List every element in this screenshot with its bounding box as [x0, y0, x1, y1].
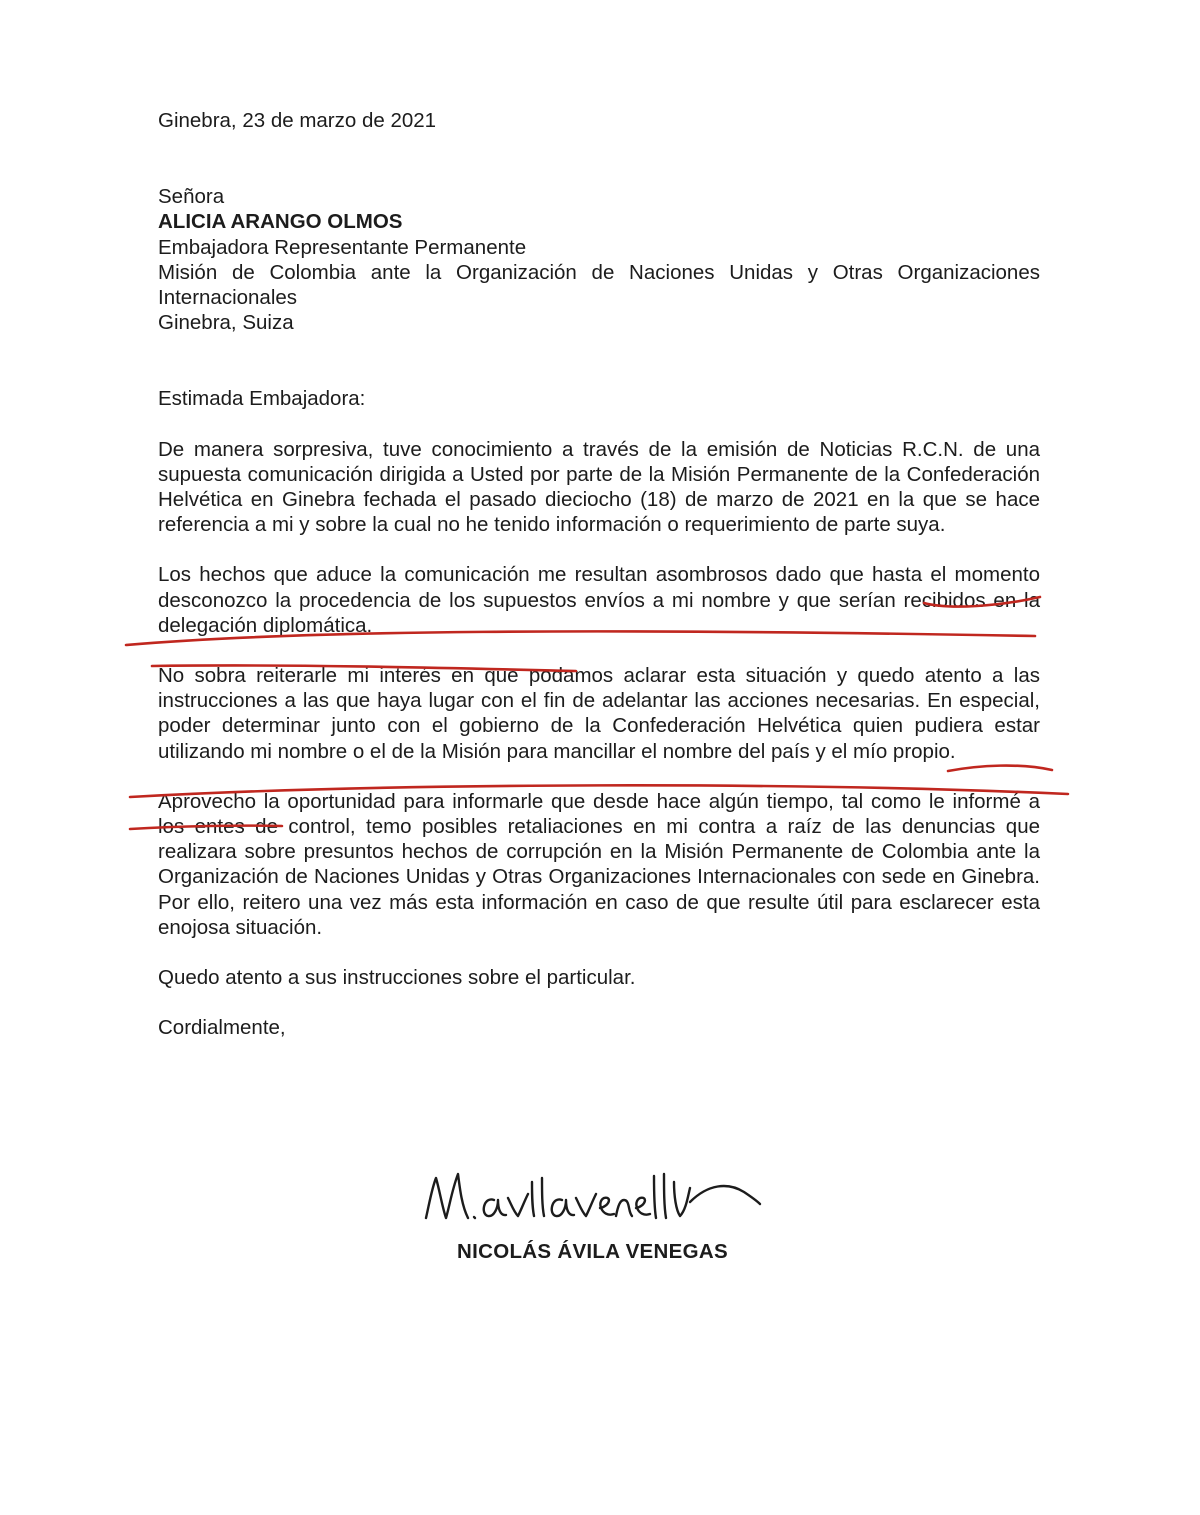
recipient-city: Ginebra, Suiza: [158, 311, 294, 335]
paragraph-4: Aprovecho la oportunidad para informarle que desde hace algún tiempo, tal como le informé a los entes de control, temo posibles retaliaciones en mi contra a raíz de las denuncias que realizara sobre presuntos hechos de corrupción en la Misión Permanente de Colombia ante la Organización de Naciones Unidas y Otras Organizaciones Internacionales con sede en Ginebra. Por ello, reitero una vez más esta información en caso de que resulte útil para esclarecer esta enojosa situación.: [158, 789, 1040, 939]
recipient-name: ALICIA ARANGO OLMOS: [158, 210, 403, 234]
paragraph-2: Los hechos que aduce la comunicación me resultan asombrosos dado que hasta el momento desconozco la procedencia de los supuestos envíos a mi nombre y que serían recibidos en la delegación diplomática.: [158, 563, 1040, 637]
recipient-block: [158, 184, 1040, 335]
greeting: Estimada Embajadora:: [158, 387, 366, 411]
paragraph-3: No sobra reiterarle mi interés en que podamos aclarar esta situación y quedo atento a las instrucciones a las que haya lugar con el fin de adelantar las acciones necesarias. En especial, poder determinar junto con el gobierno de la Confederación Helvética quien pudiera estar utilizando mi nombre o el de la Misión para mancillar el nombre del país y el mío propio.: [158, 664, 1040, 763]
recipient-title: Señora: [158, 185, 225, 209]
letter-body: [158, 108, 1040, 1040]
handwritten-signature: [418, 1160, 763, 1232]
paragraph-1: De manera sorpresiva, tuve conocimiento a través de la emisión de Noticias R.C.N. de una supuesta comunicación dirigida a Usted por parte de la Misión Permanente de la Confederación Helvética en Ginebra fechada el pasado dieciocho (18) de marzo de 2021 en la que se hace referencia a mi y sobre la cual no he tenido información o requerimiento de parte suya.: [158, 437, 1040, 537]
letter-date: Ginebra, 23 de marzo de 2021: [158, 109, 437, 132]
signer-name: NICOLÁS ÁVILA VENEGAS: [457, 1240, 728, 1263]
recipient-position: Embajadora Representante Permanente: [158, 235, 527, 259]
recipient-organization-line-2: Internacionales: [158, 286, 298, 310]
closing-line: Quedo atento a sus instrucciones sobre el particular.: [158, 966, 636, 990]
recipient-organization-line-1: Misión de Colombia ante la Organización de Naciones Unidas y Otras Organizaciones: [158, 260, 1040, 284]
signoff: Cordialmente,: [158, 1016, 286, 1040]
